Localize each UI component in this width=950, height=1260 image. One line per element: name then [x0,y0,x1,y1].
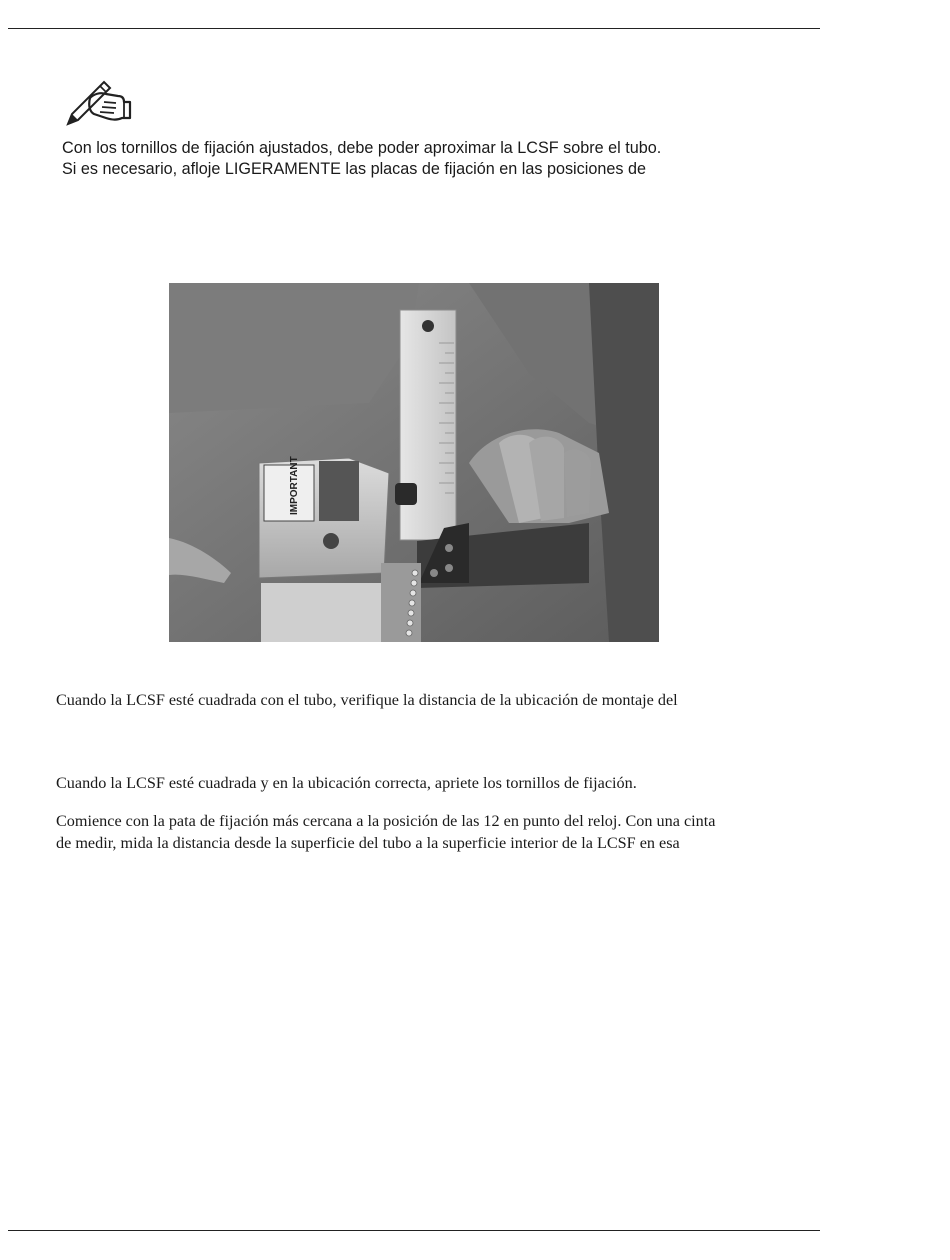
note-line-2: Si es necesario, afloje LIGERAMENTE las placas de fijación en las posiciones de [62,160,646,178]
paragraph-tighten-screws [56,772,826,794]
paragraph-verify-distance [56,689,826,711]
footer-rule [8,1230,820,1231]
paragraph-1-line: Cuando la LCSF esté cuadrada con el tubo, verifique la distancia de la ubicación de montaje del [56,691,678,709]
header-rule [8,28,820,29]
paragraph-2-line: Cuando la LCSF esté cuadrada y en la ubicación correcta, apriete los tornillos de fijación. [56,774,637,792]
note-text [62,138,822,180]
paragraph-3-line-1: Comience con la pata de fijación más cercana a la posición de las 12 en punto del reloj. Con una cinta [56,812,716,830]
paragraph-measure [56,810,826,854]
paragraph-3-line-2: de medir, mida la distancia desde la superficie del tubo a la superficie interior de la LCSF en esa [56,834,680,852]
photo-square-alignment [169,283,659,642]
note-line-1: Con los tornillos de fijación ajustados, debe poder aproximar la LCSF sobre el tubo. [62,139,662,157]
writing-hand-icon [60,76,134,128]
machine-label-text: IMPORTANT [289,456,300,515]
